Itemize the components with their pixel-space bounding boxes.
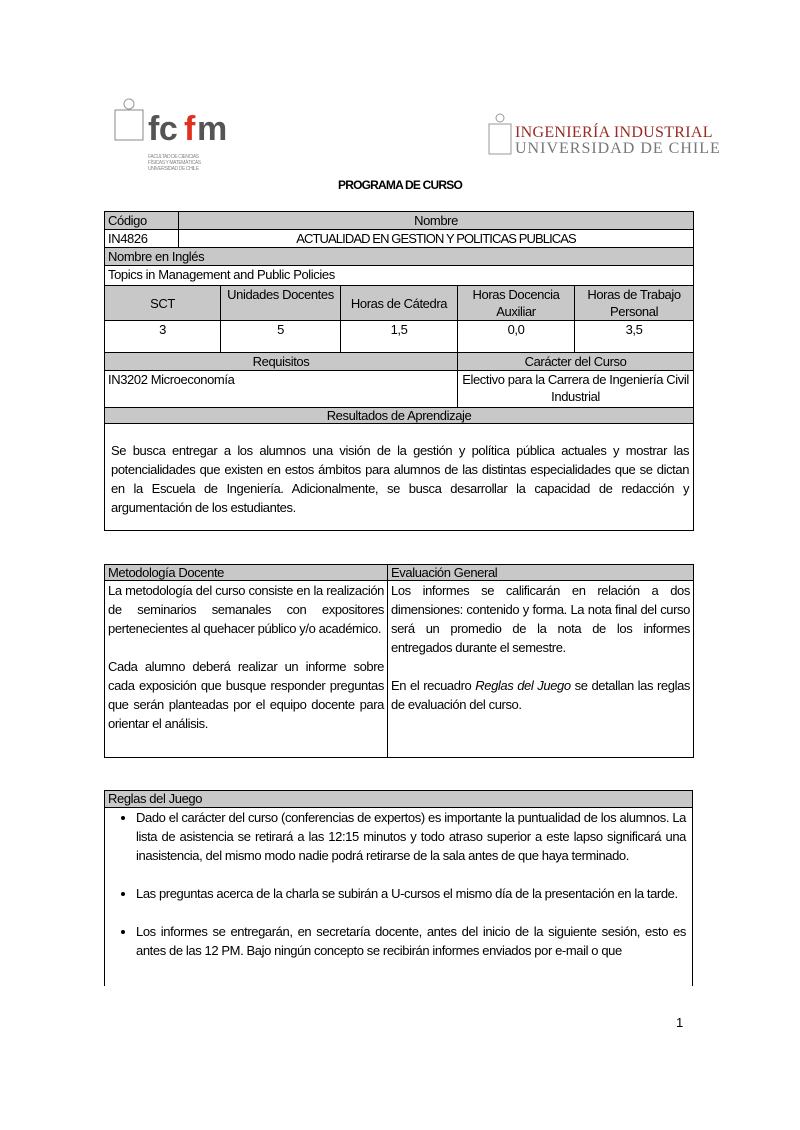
- value-personal: 3,5: [575, 321, 694, 353]
- resultados-text: Se busca entregar a los alumnos una visión de la gestión y política pública actuales y mostrar las potencialidades que existen en estos ámbitos para alumnos de las distintas especialidades que se dictan en la Escuela de Ingeniería. Adicionalmente, se busca desarrollar la capacidad de redacción y argumentación de los estudiantes.: [105, 424, 694, 531]
- nombre-value: ACTUALIDAD EN GESTION Y POLITICAS PUBLICAS: [179, 230, 694, 248]
- ingles-value: Topics in Management and Public Policies: [105, 266, 694, 286]
- course-info-table: [104, 211, 694, 531]
- requisitos-label: Requisitos: [105, 353, 458, 371]
- requisitos-value: IN3202 Microeconomía: [105, 371, 458, 408]
- svg-text:fc: fc: [148, 110, 178, 148]
- reglas-list: [108, 808, 686, 960]
- document-title: PROGRAMA DE CURSO: [338, 178, 462, 192]
- value-unidades: 5: [221, 321, 341, 353]
- value-sct: 3: [105, 321, 221, 353]
- ingles-label: Nombre en Inglés: [105, 248, 694, 266]
- evaluacion-label: Evaluación General: [388, 565, 694, 581]
- header-auxiliar: Horas Docencia Auxiliar: [458, 286, 575, 321]
- metodologia-label: Metodología Docente: [105, 565, 388, 581]
- metodologia-p1: La metodología del curso consiste en la realización de seminarios semanales con expositores pertenecientes al quehacer público y/o académico.: [108, 583, 384, 636]
- header-sct: SCT: [105, 286, 221, 321]
- svg-text:f: f: [184, 110, 195, 148]
- university-crest-icon: [487, 112, 513, 157]
- svg-text:FACULTAD DE CIENCIAS: FACULTAD DE CIENCIAS: [148, 154, 199, 160]
- header-catedra: Horas de Cátedra: [341, 286, 458, 321]
- nombre-label: Nombre: [179, 212, 694, 230]
- svg-text:FÍSICAS Y MATEMÁTICAS: FÍSICAS Y MATEMÁTICAS: [148, 160, 201, 166]
- regla-item: • Los informes se entregarán, en secretaría docente, antes del inicio de la siguiente sesión, esto es antes de las 12 PM. Bajo ningún concepto se recibirán informes enviados por e-mail o que: [136, 922, 686, 960]
- regla-item: • Dado el carácter del curso (conferencias de expertos) es importante la puntualidad de los alumnos. La lista de asistencia se retirará a las 12:15 minutos y todo atraso superior a este lapso significará una inasistencia, del mismo modo nadie podrá retirarse de la sala antes de que haya terminado.: [136, 808, 686, 865]
- value-catedra: 1,5: [341, 321, 458, 353]
- codigo-label: Código: [105, 212, 179, 230]
- header-personal: Horas de Trabajo Personal: [575, 286, 694, 321]
- regla-item: • Las preguntas acerca de la charla se subirán a U-cursos el mismo día de la presentación en la tarde.: [136, 884, 686, 903]
- caracter-value: Electivo para la Carrera de Ingeniería Civil Industrial: [458, 371, 694, 408]
- value-auxiliar: 0,0: [458, 321, 575, 353]
- resultados-label: Resultados de Aprendizaje: [105, 408, 694, 424]
- svg-text:UNIVERSIDAD DE CHILE: UNIVERSIDAD DE CHILE: [148, 166, 199, 172]
- codigo-value: IN4826: [105, 230, 179, 248]
- ingenieria-industrial-logo: INGENIERÍA INDUSTRIAL UNIVERSIDAD DE CHILE: [487, 112, 692, 157]
- evaluacion-p1: Los informes se calificarán en relación a dos dimensiones: contenido y forma. La nota final del curso será un promedio de la nota de los informes entregados durante el semestre.: [391, 583, 690, 655]
- header-unidades: Unidades Docentes: [221, 286, 341, 321]
- evaluacion-p2: En el recuadro Reglas del Juego se detallan las reglas de evaluación del curso.: [391, 678, 691, 712]
- fcfm-logo: [112, 96, 237, 176]
- reglas-label: Reglas del Juego: [105, 791, 693, 808]
- page-number: 1: [676, 1015, 683, 1030]
- metodologia-evaluacion-table: [104, 564, 694, 758]
- svg-text:m: m: [197, 110, 227, 148]
- metodologia-p2: Cada alumno deberá realizar un informe sobre cada exposición que busque responder preguntas que serán planteadas por el equipo docente para orientar el análisis.: [108, 659, 384, 731]
- reglas-table: [104, 790, 693, 986]
- caracter-label: Carácter del Curso: [458, 353, 694, 371]
